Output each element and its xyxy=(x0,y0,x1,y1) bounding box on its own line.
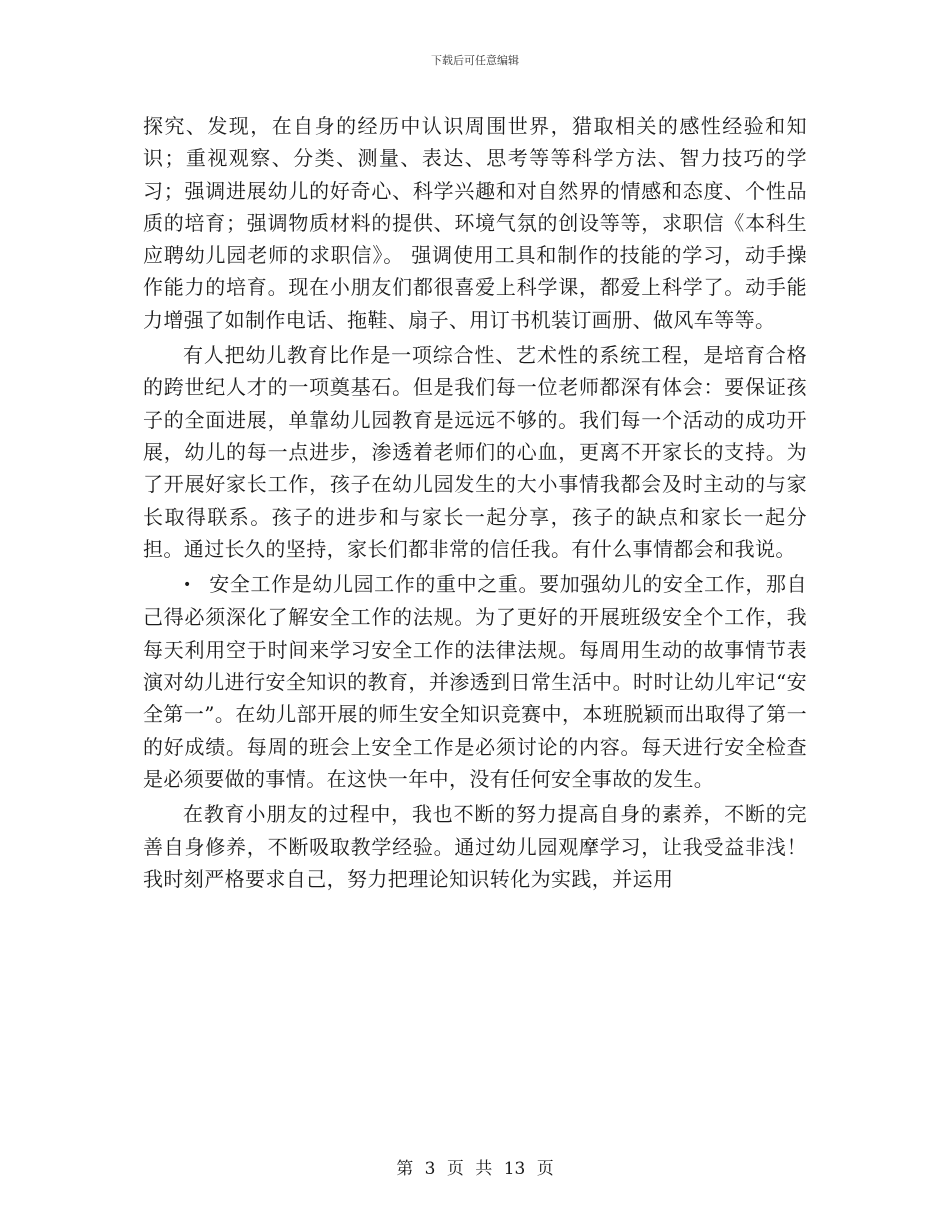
paragraph-safety-text: 安全工作是幼儿园工作的重中之重。要加强幼儿的安全工作，那自己得必须深化了解安全工作的法规。为了更好的开展班级安全个工作，我每天利用空于时间来学习安全工作的法律法规。每周用生动的故事情节表演对幼儿进行安全知识的教育，并渗透到日常生活中。时时让幼儿牢记“安全第一”。在幼儿部开展的师生安全知识竞赛中，本班脱颖而出取得了第一的好成绩。每周的班会上安全工作是必须讨论的内容。每天进行安全检查是必须要做的事情。在这快一年中，没有任何安全事故的发生。 xyxy=(143,572,807,791)
paragraph-science-education: 探究、发现，在自身的经历中认识周围世界，猎取相关的感性经验和知识；重视观察、分类、测量、表达、思考等等科学方法、智力技巧的学习；强调进展幼儿的好奇心、科学兴趣和对自然界的情感和态度、个性品质的培育；强调物质材料的提供、环境气氛的创设等等，求职信《本科生应聘幼儿园老师的求职信》。 强调使用工具和制作的技能的学习，动手操作能力的培育。现在小朋友们都很喜爱上科学课，都爱上科学了。动手能力增强了如制作电话、拖鞋、扇子、用订书机装订画册、做风车等等。 xyxy=(143,114,807,332)
document-body xyxy=(143,110,807,898)
page-header: 下载后可任意编辑 xyxy=(431,54,519,67)
paragraph-self-improvement: 在教育小朋友的过程中，我也不断的努力提高自身的素养，不断的完善自身修养，不断吸取教学经验。通过幼儿园观摩学习，让我受益非浅！我时刻严格要求自己，努力把理论知识转化为实践，并运用 xyxy=(143,802,807,891)
paragraph-parent-work: 有人把幼儿教育比作是一项综合性、艺术性的系统工程，是培育合格的跨世纪人才的一项奠基石。但是我们每一位老师都深有体会：要保证孩子的全面进展，单靠幼儿园教育是远远不够的。我们每一个活动的成功开展，幼儿的每一点进步，渗透着老师们的心血，更离不开家长的支持。为了开展好家长工作，孩子在幼儿园发生的大小事情我都会及时主动的与家长取得联系。孩子的进步和与家长一起分享，孩子的缺点和家长一起分担。通过长久的坚持，家长们都非常的信任我。有什么事情都会和我说。 xyxy=(143,343,807,561)
page-footer: 第 3 页 共 13 页 xyxy=(396,1159,554,1179)
paragraph-safety-work xyxy=(143,568,807,795)
bullet-marker: • xyxy=(183,577,192,594)
